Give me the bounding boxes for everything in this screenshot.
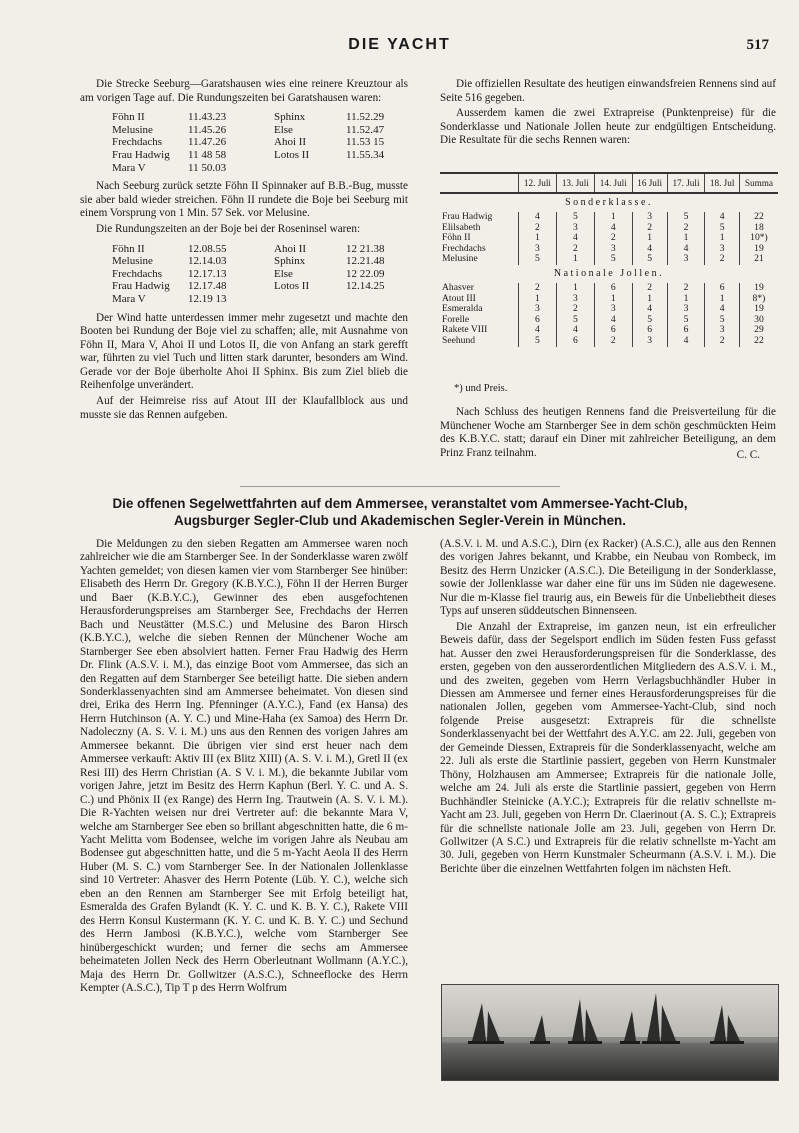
- boat-name: Mara V: [112, 161, 146, 174]
- times-row: [112, 243, 385, 256]
- paragraph: Nach Schluss des heutigen Rennens fand die Preisverteilung für die Münchener Woche am Starnberger See in dem schön geschmückten Heim des K.B.Y.C. statt; darauf ein Diner mit zahlreicher Beteiligung, an dem Prinz Franz teilnahm.: [440, 406, 776, 459]
- place-cell: 6: [632, 325, 667, 336]
- place-cell: 3: [556, 223, 594, 234]
- left-top-column: [80, 78, 408, 424]
- place-cell: 1: [705, 233, 739, 244]
- left-bottom-column: [80, 538, 408, 997]
- place-cell: 4: [556, 233, 594, 244]
- place-cell: 4: [594, 223, 632, 234]
- paragraph: Auf der Heimreise riss auf Atout III der Klaufallblock aus und musste sie das Rennen aufgeben.: [80, 395, 408, 421]
- column-header: 16 Juli: [632, 173, 667, 193]
- page-number: 517: [746, 37, 769, 53]
- boat-name: Ahoi II: [274, 136, 307, 149]
- place-cell: 1: [667, 233, 705, 244]
- place-cell: 4: [519, 325, 557, 336]
- place-cell: 1: [632, 294, 667, 305]
- rounding-time: 11.47.26: [188, 136, 227, 149]
- divider: [240, 486, 560, 487]
- rounding-time: 12.19 13: [188, 292, 227, 305]
- paragraph: Ausserdem kamen die zwei Extrapreise (Punktenpreise) für die Sonderklasse und Nationale Jollen heute zur endgültigen Entscheidung. Die Resultate für die sechs Rennen waren:: [440, 107, 776, 147]
- paragraph: Die Strecke Seeburg—Garatshausen wies eine reinere Kreuztour als am vorigen Tage auf. Die Rundungszeiten bei Garatshausen waren:: [80, 78, 408, 104]
- times-row: [112, 149, 384, 162]
- rounding-time: 12.08.55: [188, 242, 227, 255]
- boat-name: Melusine: [112, 123, 153, 136]
- paragraph: Nach Seeburg zurück setzte Föhn II Spinnaker auf B.B.-Bug, musste sie aber bald wieder streichen. Föhn II rundete die Boje bei Seeburg mit einem Vorsprung von 1 Min. 57 Sek. vor Melusine.: [80, 180, 408, 220]
- place-cell: 4: [667, 244, 705, 255]
- table-row: [440, 325, 778, 336]
- boat-name: Else: [274, 267, 293, 280]
- rounding-time: 12.17.48: [188, 280, 227, 293]
- total-cell: 18: [739, 223, 778, 234]
- place-cell: 4: [594, 315, 632, 326]
- place-cell: 3: [705, 325, 739, 336]
- total-cell: 21: [739, 254, 778, 265]
- rounding-time: 11.45.26: [188, 123, 227, 136]
- total-cell: 22: [739, 336, 778, 347]
- rounding-time: 11.53 15: [346, 136, 385, 149]
- place-cell: 5: [594, 254, 632, 265]
- place-cell: 5: [667, 212, 705, 223]
- rounding-time: 12.14.25: [346, 280, 385, 293]
- boat-name: Else: [274, 123, 293, 136]
- place-cell: 3: [667, 254, 705, 265]
- table-row: [440, 254, 778, 265]
- boat-name: Föhn II: [442, 232, 471, 244]
- total-cell: 29: [739, 325, 778, 336]
- paragraph: Die Rundungszeiten an der Boje bei der Roseninsel waren:: [96, 222, 361, 235]
- right-top-closing: [440, 406, 776, 463]
- place-cell: 6: [519, 315, 557, 326]
- rounding-time: 12.21.48: [346, 255, 385, 268]
- boat-name: Frechdachs: [442, 242, 486, 254]
- rounding-time: 12.17.13: [188, 267, 227, 280]
- article-heading: [60, 495, 740, 529]
- boat-name: Melusine: [442, 253, 478, 265]
- place-cell: 2: [556, 244, 594, 255]
- place-cell: 6: [594, 283, 632, 294]
- total-cell: 8*): [739, 294, 778, 305]
- rounding-time: 12.14.03: [188, 255, 227, 268]
- footnote: *) und Preis.: [454, 383, 508, 394]
- boat-name: Atout III: [442, 292, 476, 304]
- rounding-time: 11.52.29: [346, 111, 385, 124]
- place-cell: 3: [594, 304, 632, 315]
- rounding-time: [346, 293, 385, 306]
- column-header: 13. Juli: [556, 173, 594, 193]
- column-header: [440, 173, 519, 193]
- times-row: [112, 280, 385, 293]
- place-cell: 5: [556, 212, 594, 223]
- place-cell: 5: [556, 315, 594, 326]
- times-row: [112, 124, 384, 137]
- boat-name: Rakete VIII: [442, 324, 488, 336]
- paragraph: Die Meldungen zu den sieben Regatten am Ammersee waren noch zahlreicher wie die am Starnberger See. In der Sonderklasse waren zwölf Yachten gemeldet; von diesen kamen vier vom Starnberger See hinüber: Elisabeth des Herrn Dr. Gregory (K.B.Y.C.), Föhn II der Herren Burger und Baer (K.B.Y.C.), Gewinner des eben ausgefochtenen Herausforderungspreises am Starnberger See, Frechdachs der Herren Bach und Neustätter (M.S.C.) und Melusine des Baron Hirsch (K.B.Y.C.), welche die sieben Rennen der Münchener Woche am Starnberger See eben absolviert hatten. Ferner Frau Hadwig des Herrn Dr. Flink (A.S.V. i. M.), das einzige Boot vom Ammersee, das sich an den Regatten auf dem Starnberger See beteiligt hatte. Die sieben andern Sonderklassenyachten sind am Ammersee beheimatet. Von diesen sind drei, Erika des Herrn Ing. Pfenninger (A.Y.C.), Fand (ex Hansa) des Herrn Hutchinson (A. Y. C.) und Mine-Haha (ex Samoa) des Herrn Dr. Nadoleczny (A. S. V. i. M.) uns aus den Rennen des vorigen Jahres am Ammersee bekannt. Die übrigen vier sind erst heuer nach dem Ammersee verkauft: Aktiv III (ex Blitz XIII) (A. S. V. i. M.), Gretl II (ex Resi III) des Herrn Christian (A. S V. i. M.), die bekannte Jubilar vom vorigen Jahre, jetzt im Besitz des Herrn Kaphun (Berl. Y. C. und A. S. C.) und Phönix II (ex Range) des Herrn Ing. Trautwein (A. S. V. i. M.). Die R-Yachten weisen nur drei Vertreter auf: die bekannte Mara V, welche am Starnberger See eben so brillant abgeschnitten hatte, die 6 m-Yacht Melitta vom Bodensee, welche im vorigen Jahre als Neubau am Bodensee gut abgeschnitten hatte, und die 5 m-Yacht Aeola II des Herrn Huber (M. S. C.) vom Starnberger See. In der Nationalen Jollenklasse sind 10 Vertreter: Ahasver des Herrn Potente (Lüb. Y. C.), welche sich eben an den Rennen am Starnberger See mit Erfolg beteiligt hat, Esmeralda des Grafen Bylandt (K. Y. C. und K. B. Y. C.), Rakete VIII des Herrn Konsul Kustermann (K. Y. C. und K. B. Y. C.) und Sechund des Herrn Jambosi (K.B.Y.C.), welche vom Starnberger See hinübergeschickt wurden; und ferner die sechs am Ammersee beheimateten Jollen Neck des Herrn Oberleutnant Wollmann (A.Y.C.), Maja des Herrn Dr. Gollwitzer (A.S.C.), Schneeflocke des Herrn Kempter (A.S.C.), Tip T p des Herrn Wolfrum: [80, 538, 408, 994]
- rounding-times-roseninsel: [112, 243, 385, 306]
- times-row: [112, 255, 385, 268]
- place-cell: 1: [594, 294, 632, 305]
- total-cell: 19: [739, 244, 778, 255]
- paragraph: Der Wind hatte unterdessen immer mehr zugesetzt und machte den Booten bei Rundung der Boje viel zu schaffen; alle, mit Ausnahme von Föhn II, Mara V, Ahoi II und Lotos II, die von Anfang an stark gerefft war, führten zu viel Tuch und litten stark darunter, besonders am Wind. Gerade vor der Boje überholte Ahoi II Sphinx. Bis zum Ziel blieb die Reihenfolge unverändert.: [80, 311, 408, 392]
- paragraph: Die Anzahl der Extrapreise, im ganzen neun, ist ein erfreulicher Beweis dafür, dass der Segelsport endlich im Süden festen Fuss gefasst hat. Ausser den zwei Herausforderungspreisen für die Sonderklasse, des ersten, gegeben von den ausserordentlichen Mitgliedern des A.S.V. i. M., und des zweiten, gegeben vom Herrn Verlagsbuchhändler Huber in Diessen am Ammersee und ferner eines Herausforderungspreises für die nationalen Jollen, gegeben vom Ammersee-Yacht-Club, sind noch folgende Preise ausgesetzt: Extrapreis für die schnellste Sonderklassenyacht bei der Wettfahrt des A.Y.C. am 22. Juli, gegeben von der Gemeinde Diessen, Extrapreis für die Sonderklassenyacht, welche am 22. Juli als erste die Startlinie passiert, gegeben von Herrn Kunstmaler Thöny, Holzhausen am Ammersee; Extrapreis für die nationale Jolle, welche am 24. Juli als erste die Startlinie passiert, gegeben von Herrn Buchhändler Steinicke (A.Y.C.); Extrapreis für die relativ schnellste m-Yacht am 23. Juli, gegeben von Herrn Dr. Claerinout (A. S. C.); Extrapreis für die schnellste nationale Jolle am 23. Juli, gegeben von Herrn Dr. Gollwitzer (A S.C.) und Extrapreis für die relativ schnellste m-Yacht am 30. Juli, gegeben von Herrn Kunstmaler Scheurmann (A.S.V. i. M.). Die Berichte über die einzelnen Wettfahrten folgen im nächsten Heft.: [440, 620, 776, 875]
- place-cell: 4: [632, 304, 667, 315]
- boat-name: Elilsabeth: [442, 221, 481, 233]
- total-cell: 19: [739, 283, 778, 294]
- rounding-time: 11 48 58: [188, 148, 227, 161]
- place-cell: 2: [705, 336, 739, 347]
- times-row: [112, 293, 385, 306]
- section-label: Nationale Jollen.: [553, 267, 665, 279]
- place-cell: 5: [705, 223, 739, 234]
- table-row: [440, 223, 778, 234]
- place-cell: 3: [594, 244, 632, 255]
- table-row: [440, 244, 778, 255]
- place-cell: 5: [519, 336, 557, 347]
- boat-name: Seehund: [442, 334, 476, 346]
- section-row: [440, 265, 778, 283]
- column-header: 18. Jul: [705, 173, 739, 193]
- column-header: 12. Juli: [519, 173, 557, 193]
- table-row: [440, 294, 778, 305]
- rounding-time: [346, 162, 384, 175]
- place-cell: 2: [705, 254, 739, 265]
- place-cell: 4: [705, 212, 739, 223]
- column-header: Summa: [739, 173, 778, 193]
- place-cell: 2: [594, 233, 632, 244]
- section-label: Sonderklasse.: [565, 196, 653, 208]
- place-cell: 1: [519, 233, 557, 244]
- place-cell: 2: [632, 283, 667, 294]
- place-cell: 4: [667, 336, 705, 347]
- place-cell: 3: [519, 244, 557, 255]
- place-cell: 2: [594, 336, 632, 347]
- column-header: 17. Juli: [667, 173, 705, 193]
- place-cell: 1: [632, 233, 667, 244]
- place-cell: 2: [519, 283, 557, 294]
- boat-name: Sphinx: [274, 255, 306, 268]
- boat-name: Forelle: [442, 313, 470, 325]
- place-cell: 3: [632, 336, 667, 347]
- boat-name: Frau Hadwig: [112, 280, 170, 293]
- place-cell: 6: [594, 325, 632, 336]
- table-row: [440, 283, 778, 294]
- times-row: [112, 111, 384, 124]
- boat-name: Frau Hadwig: [112, 148, 170, 161]
- table-row: [440, 336, 778, 347]
- times-row: [112, 162, 384, 175]
- boat-name: Esmeralda: [442, 303, 483, 315]
- total-cell: 22: [739, 212, 778, 223]
- sailing-yachts-illustration: [442, 985, 778, 1080]
- place-cell: 6: [705, 283, 739, 294]
- boat-name: Melusine: [112, 255, 153, 268]
- right-top-column: [440, 78, 776, 150]
- times-row: [112, 136, 384, 149]
- total-cell: 19: [739, 304, 778, 315]
- boat-name: Ahoi II: [274, 242, 307, 255]
- times-row: [112, 268, 385, 281]
- boat-name: Sphinx: [274, 111, 306, 124]
- place-cell: 5: [519, 254, 557, 265]
- place-cell: 4: [632, 244, 667, 255]
- paragraph: (A.S.V. i. M. und A.S.C.), Dirn (ex Racker) (A.S.C.), alle aus den Rennen des vorigen Jahres bekannt, und Krabbe, ein Neubau von Rombeck, im Besitz des Herrn Unzicker (A.S.C.). Die Beteiligung in der Sonderklasse, sowie der Jollenklasse war daher eine für uns im Süden nie dagewesene. Nur die m-Klasse fiel traurig aus, ein Beweis für die Unbeliebtheit dieses Typs auf unseren süddeutschen Binnenseen.: [440, 538, 776, 618]
- right-bottom-column: [440, 538, 776, 878]
- place-cell: 1: [594, 212, 632, 223]
- boat-name: Föhn II: [112, 111, 145, 124]
- table-row: [440, 304, 778, 315]
- boat-name: Föhn II: [112, 242, 145, 255]
- place-cell: 1: [519, 294, 557, 305]
- paragraph: Die offiziellen Resultate des heutigen einwandsfreien Rennens sind auf Seite 516 gegeben.: [440, 78, 776, 104]
- place-cell: 2: [632, 223, 667, 234]
- rounding-time: 11.55.34: [346, 148, 385, 161]
- place-cell: 4: [556, 325, 594, 336]
- boat-name: Lotos II: [274, 280, 310, 293]
- boat-name: Frechdachs: [112, 136, 163, 149]
- boat-name: Frechdachs: [112, 267, 163, 280]
- heading-line: Die offenen Segelwettfahrten auf dem Ammersee, veranstaltet vom Ammersee-Yacht-Club,: [112, 496, 688, 511]
- place-cell: 2: [667, 223, 705, 234]
- boat-name: Lotos II: [274, 148, 310, 161]
- place-cell: 3: [632, 212, 667, 223]
- total-cell: 30: [739, 315, 778, 326]
- place-cell: 4: [705, 304, 739, 315]
- sailing-yachts-photo: [441, 984, 779, 1081]
- boat-name: Mara V: [112, 292, 146, 305]
- table-row: [440, 315, 778, 326]
- rounding-time: 11.52.47: [346, 123, 385, 136]
- boat-name: [274, 293, 346, 306]
- place-cell: 5: [667, 315, 705, 326]
- place-cell: 3: [667, 304, 705, 315]
- table-row: [440, 212, 778, 223]
- place-cell: 3: [705, 244, 739, 255]
- total-cell: 10*): [739, 233, 778, 244]
- place-cell: 1: [556, 254, 594, 265]
- boat-name: [274, 162, 346, 175]
- rounding-time: 11 50.03: [188, 161, 227, 174]
- signature: C. C.: [736, 449, 760, 462]
- place-cell: 2: [667, 283, 705, 294]
- rounding-time: 12 21.38: [346, 242, 385, 255]
- rounding-time: 12 22.09: [346, 267, 385, 280]
- place-cell: 5: [705, 315, 739, 326]
- place-cell: 3: [556, 294, 594, 305]
- place-cell: 4: [519, 212, 557, 223]
- rounding-time: 11.43.23: [188, 111, 227, 124]
- section-row: [440, 193, 778, 212]
- place-cell: 2: [519, 223, 557, 234]
- place-cell: 6: [556, 336, 594, 347]
- column-header: 14. Juli: [594, 173, 632, 193]
- place-cell: 1: [667, 294, 705, 305]
- heading-line: Augsburger Segler-Club und Akademischen Segler-Verein in München.: [174, 513, 626, 528]
- place-cell: 2: [556, 304, 594, 315]
- boat-name: Frau Hadwig: [442, 211, 493, 222]
- boat-name: Ahasver: [442, 281, 474, 293]
- running-head: DIE YACHT: [348, 36, 451, 53]
- table-row: [440, 233, 778, 244]
- place-cell: 1: [556, 283, 594, 294]
- results-table: [440, 172, 778, 347]
- place-cell: 5: [632, 315, 667, 326]
- place-cell: 6: [667, 325, 705, 336]
- place-cell: 5: [632, 254, 667, 265]
- place-cell: 3: [519, 304, 557, 315]
- rounding-times-garatshausen: [112, 111, 384, 174]
- place-cell: 1: [705, 294, 739, 305]
